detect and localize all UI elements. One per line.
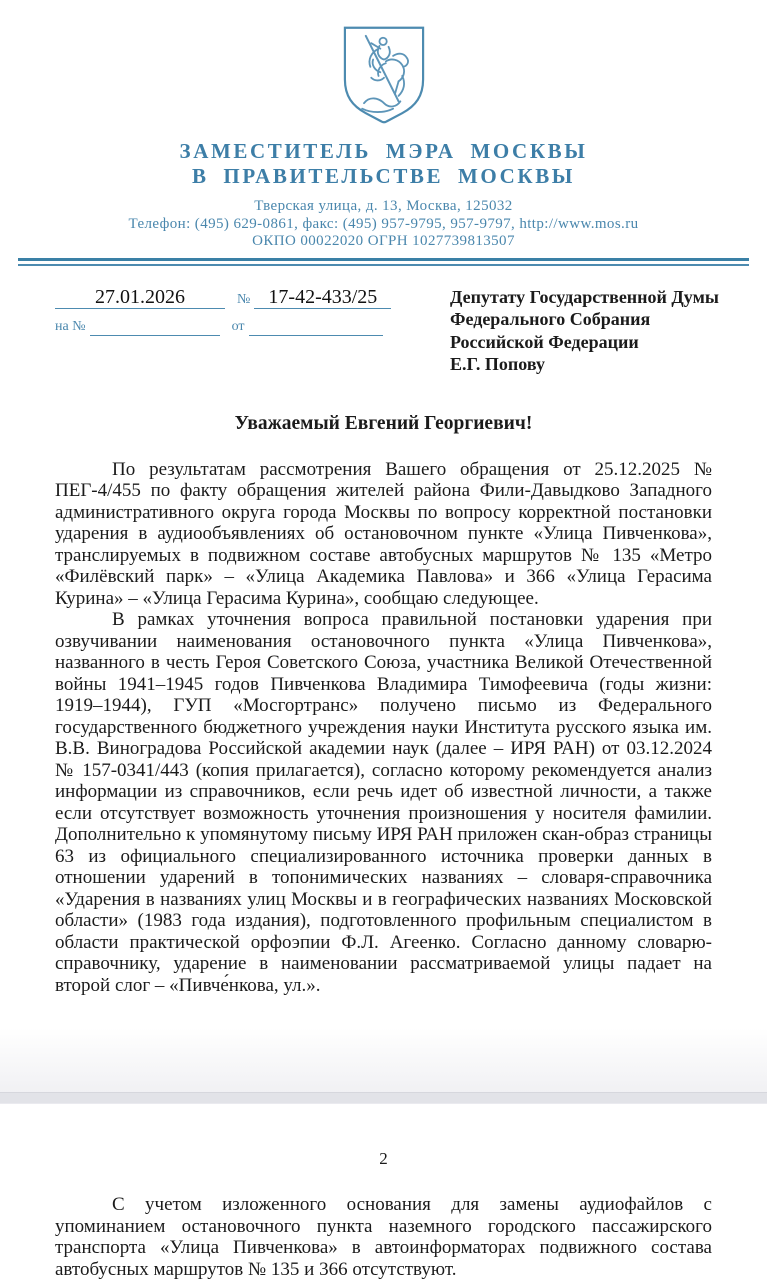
reference-section: [55, 285, 719, 376]
ot-label: от: [231, 318, 245, 334]
number-label: №: [237, 291, 251, 307]
outgoing-number-value: 17-42-433/25: [254, 286, 391, 309]
incoming-number-blank: [90, 318, 220, 336]
recipient-line: Федерального Собрания: [450, 309, 651, 329]
letterhead-address: Тверская улица, д. 13, Москва, 125032: [254, 198, 513, 214]
letterhead-rule-thin: [18, 264, 749, 266]
page-number: 2: [379, 1149, 388, 1168]
recipient-line: Е.Г. Попову: [450, 354, 545, 374]
reference-row-outgoing: [55, 286, 445, 309]
letter-body-page2: [55, 1194, 712, 1280]
letterhead-contacts: Телефон: (495) 629-0861, факс: (495) 957-9795, 957-9797, http://www.mos.ru: [128, 215, 639, 232]
letter-page-2: [0, 1104, 767, 1280]
incoming-date-blank: [249, 318, 383, 336]
moscow-coat-of-arms-icon: [338, 25, 430, 130]
reference-row-incoming: [55, 318, 445, 336]
salutation: Уважаемый Евгений Георгиевич!: [234, 412, 533, 434]
page-gap: [0, 1092, 767, 1104]
letterhead-title: [0, 139, 767, 189]
letter-paragraph-3: С учетом изложенного основания для замены аудиофайлов с упоминанием остановочного пункта наземного городского пассажирского транспорта «Улица Пивченкова» в автоинформаторах подвижного состава автобусных маршрутов № 135 и 366 отсутствуют.: [55, 1194, 712, 1280]
letterhead-codes: ОКПО 00022020 ОГРН 1027739813507: [252, 233, 515, 249]
letterhead-emblem: [0, 0, 767, 130]
recipient-line: Депутату Государственной Думы: [450, 286, 719, 307]
recipient-block: [450, 286, 719, 376]
letter-paragraph-1: По результатам рассмотрения Вашего обращения от 25.12.2025 № ПЕГ-4/455 по факту обращения жителей района Фили-Давыдково Западного административного округа города Москвы по вопросу корректной постановки ударения в аудиообъявлениях об остановочном пункте «Улица Пивченкова», транслируемых в подвижном составе автобусных маршрутов № 135 «Метро «Филёвский парк» – «Улица Академика Павлова» и 366 «Улица Герасима Курина» – «Улица Герасима Курина», сообщаю следующее.: [55, 458, 712, 609]
letter-body: [55, 459, 712, 997]
reference-fields: [55, 286, 445, 336]
letter-paragraph-2: В рамках уточнения вопроса правильной постановки ударения при озвучивании наименования остановочного пункта «Улица Пивченкова», названного в честь Героя Советского Союза, участника Великой Отечественной войны 1941–1945 годов Пивченкова Владимира Тимофеевича (годы жизни: 1919–1944), ГУП «Мосгортранс» получено письмо из Федерального государственного бюджетного учреждения науки Института русского языка им. В.В. Виноградова Российской академии наук (далее – ИРЯ РАН) от 03.12.2024 № 157-0341/443 (копия прилагается), согласно которому рекомендуется анализ информации из справочников, если речь идет об известной личности, а также если отсутствует возможность уточнения произношения у носителя фамилии. Дополнительно к упомянутому письму ИРЯ РАН приложен скан-образ страницы 63 из официального специализированного источника проверки данных в отношении ударений в топонимических названиях – словаря-справочника «Ударения в названиях улиц Москвы и в географических названиях Московской области» (1983 года издания), подготовленного профильным специалистом в области практической орфоэпии Ф.Л. Агеенко. Согласно данному словарю-справочнику, ударение в наименовании рассматриваемой улицы падает на второй слог – «Пивче́нкова, ул.».: [55, 609, 712, 996]
letterhead-address-block: [0, 198, 767, 251]
letterhead-title-line1: ЗАМЕСТИТЕЛЬ МЭРА МОСКВЫ: [179, 139, 588, 163]
letterhead-title-line2: В ПРАВИТЕЛЬСТВЕ МОСКВЫ: [191, 164, 576, 188]
na-number-label: на №: [55, 318, 86, 334]
recipient-line: Российской Федерации: [450, 331, 639, 352]
letterhead-rule-thick: [18, 258, 749, 261]
outgoing-date-value: 27.01.2026: [55, 286, 225, 309]
